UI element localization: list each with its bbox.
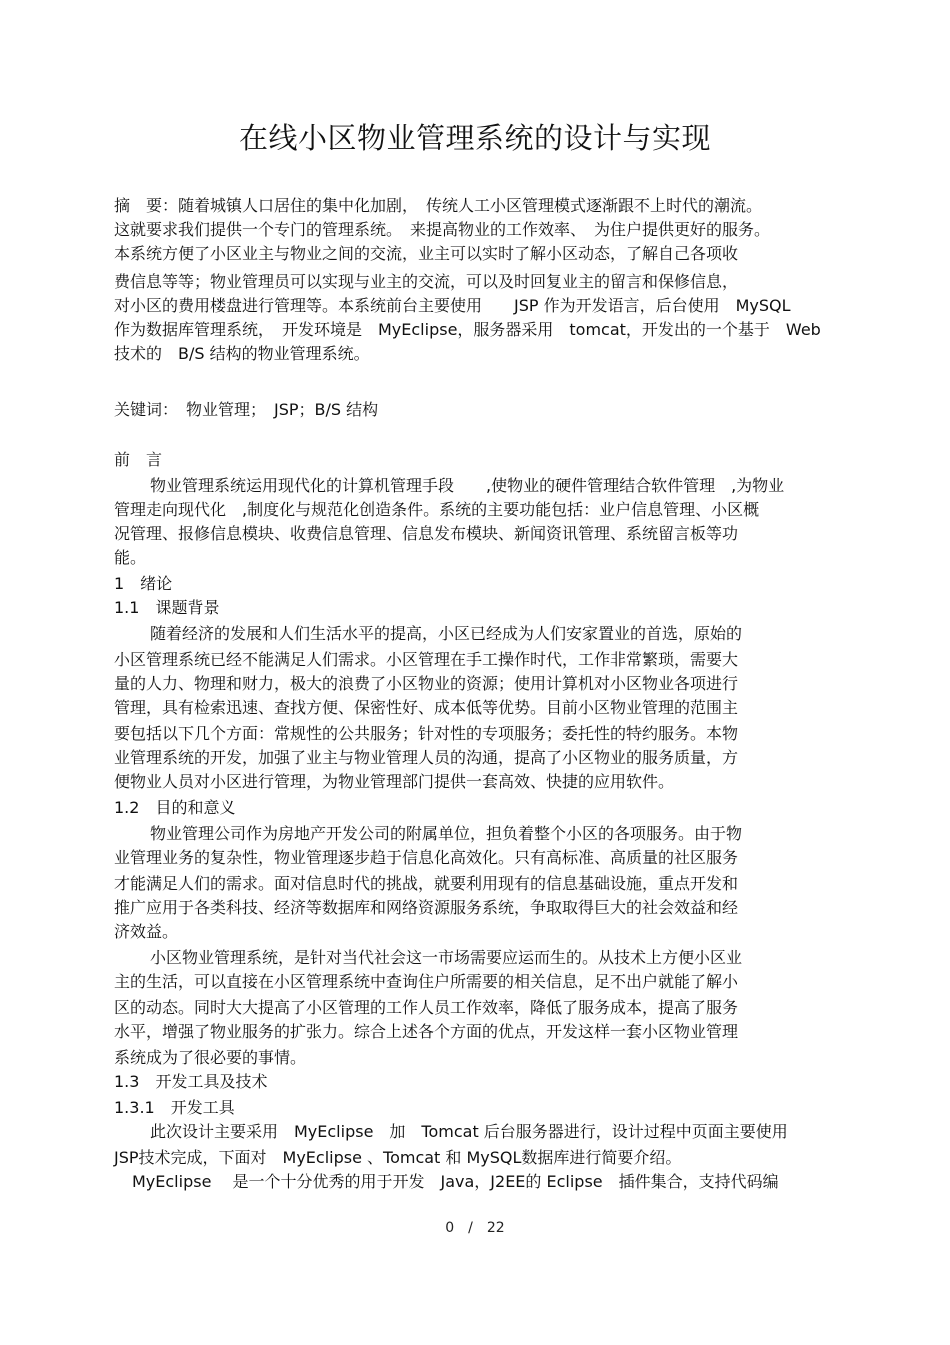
preface-line: 管理走向现代化 ,制度化与规范化创造条件。系统的主要功能包括：业户信息管理、小区概 bbox=[114, 500, 760, 519]
page-number: 0 / 22 bbox=[445, 1220, 505, 1236]
abstract-line: 对小区的费用楼盘进行管理等。本系统前台主要使用 JSP 作为开发语言，后台使用 MySQL bbox=[114, 296, 791, 315]
subsection-heading: 1.3 开发工具及技术 bbox=[114, 1072, 268, 1091]
body-line: JSP技术完成，下面对 MyEclipse 、Tomcat 和 MySQL数据库进行简要介绍。 bbox=[114, 1148, 682, 1167]
body-line: 管理，具有检索迅速、查找方便、保密性好、成本低等优势。目前小区物业管理的范围主 bbox=[114, 698, 739, 717]
body-line: 业管理业务的复杂性，物业管理逐步趋于信息化高效化。只有高标准、高质量的社区服务 bbox=[114, 848, 739, 867]
subsubsection-heading: 1.3.1 开发工具 bbox=[114, 1098, 235, 1117]
preface-line: 能。 bbox=[114, 548, 147, 567]
preface-line: 物业管理系统运用现代化的计算机管理手段 ,使物业的硬件管理结合软件管理 ,为物业 bbox=[150, 476, 785, 495]
body-line: 济效益。 bbox=[114, 922, 179, 941]
body-line: 要包括以下几个方面：常规性的公共服务；针对性的专项服务；委托性的特约服务。本物 bbox=[114, 724, 739, 743]
abstract-line: 费信息等等；物业管理员可以实现与业主的交流，可以及时回复业主的留言和保修信息， bbox=[114, 272, 739, 291]
preface-heading: 前 言 bbox=[114, 450, 163, 469]
subsection-heading: 1.1 课题背景 bbox=[114, 598, 220, 617]
paper-title: 在线小区物业管理系统的设计与实现 bbox=[238, 121, 711, 155]
body-line: 系统成为了很必要的事情。 bbox=[114, 1048, 307, 1067]
body-line: 物业管理公司作为房地产开发公司的附属单位，担负着整个小区的各项服务。由于物 bbox=[150, 824, 743, 843]
section-heading: 1 绪论 bbox=[114, 574, 173, 593]
body-line: 此次设计主要采用 MyEclipse 加 Tomcat 后台服务器进行，设计过程中页面主要使用 bbox=[150, 1122, 788, 1141]
preface-line: 况管理、报修信息模块、收费信息管理、信息发布模块、新闻资讯管理、系统留言板等功 bbox=[114, 524, 739, 543]
body-line: MyEclipse 是一个十分优秀的用于开发 Java，J2EE的 Eclipse 插件集合，支持代码编 bbox=[132, 1172, 779, 1191]
body-line: 才能满足人们的需求。面对信息时代的挑战，就要利用现有的信息基础设施，重点开发和 bbox=[114, 874, 739, 893]
abstract-line: 作为数据库管理系统， 开发环境是 MyEclipse，服务器采用 tomcat，开发出的一个基于 Web bbox=[114, 320, 821, 339]
abstract-line: 技术的 B/S 结构的物业管理系统。 bbox=[114, 344, 370, 363]
abstract-line: 这就要求我们提供一个专门的管理系统。 来提高物业的工作效率、 为住户提供更好的服务。 bbox=[114, 220, 771, 239]
abstract-line: 摘 要：随着城镇人口居住的集中化加剧， 传统人工小区管理模式逐渐跟不上时代的潮流。 bbox=[114, 196, 763, 215]
body-line: 小区管理系统已经不能满足人们需求。小区管理在手工操作时代，工作非常繁琐，需要大 bbox=[114, 650, 739, 669]
body-line: 主的生活，可以直接在小区管理系统中查询住户所需要的相关信息，足不出户就能了解小 bbox=[114, 972, 739, 991]
keywords: 关键词： 物业管理； JSP；B/S 结构 bbox=[114, 400, 379, 419]
body-line: 量的人力、物理和财力，极大的浪费了小区物业的资源；使用计算机对小区物业各项进行 bbox=[114, 674, 739, 693]
abstract-line: 本系统方便了小区业主与物业之间的交流，业主可以实时了解小区动态，了解自己各项收 bbox=[114, 244, 739, 263]
body-line: 区的动态。同时大大提高了小区管理的工作人员工作效率，降低了服务成本，提高了服务 bbox=[114, 998, 739, 1017]
body-line: 随着经济的发展和人们生活水平的提高，小区已经成为人们安家置业的首选，原始的 bbox=[150, 624, 743, 643]
subsection-heading: 1.2 目的和意义 bbox=[114, 798, 236, 817]
body-line: 水平，增强了物业服务的扩张力。综合上述各个方面的优点，开发这样一套小区物业管理 bbox=[114, 1022, 739, 1041]
body-line: 业管理系统的开发，加强了业主与物业管理人员的沟通，提高了小区物业的服务质量，方 bbox=[114, 748, 739, 767]
body-line: 小区物业管理系统，是针对当代社会这一市场需要应运而生的。从技术上方便小区业 bbox=[150, 948, 743, 967]
body-line: 便物业人员对小区进行管理，为物业管理部门提供一套高效、快捷的应用软件。 bbox=[114, 772, 675, 791]
body-line: 推广应用于各类科技、经济等数据库和网络资源服务系统，争取取得巨大的社会效益和经 bbox=[114, 898, 739, 917]
